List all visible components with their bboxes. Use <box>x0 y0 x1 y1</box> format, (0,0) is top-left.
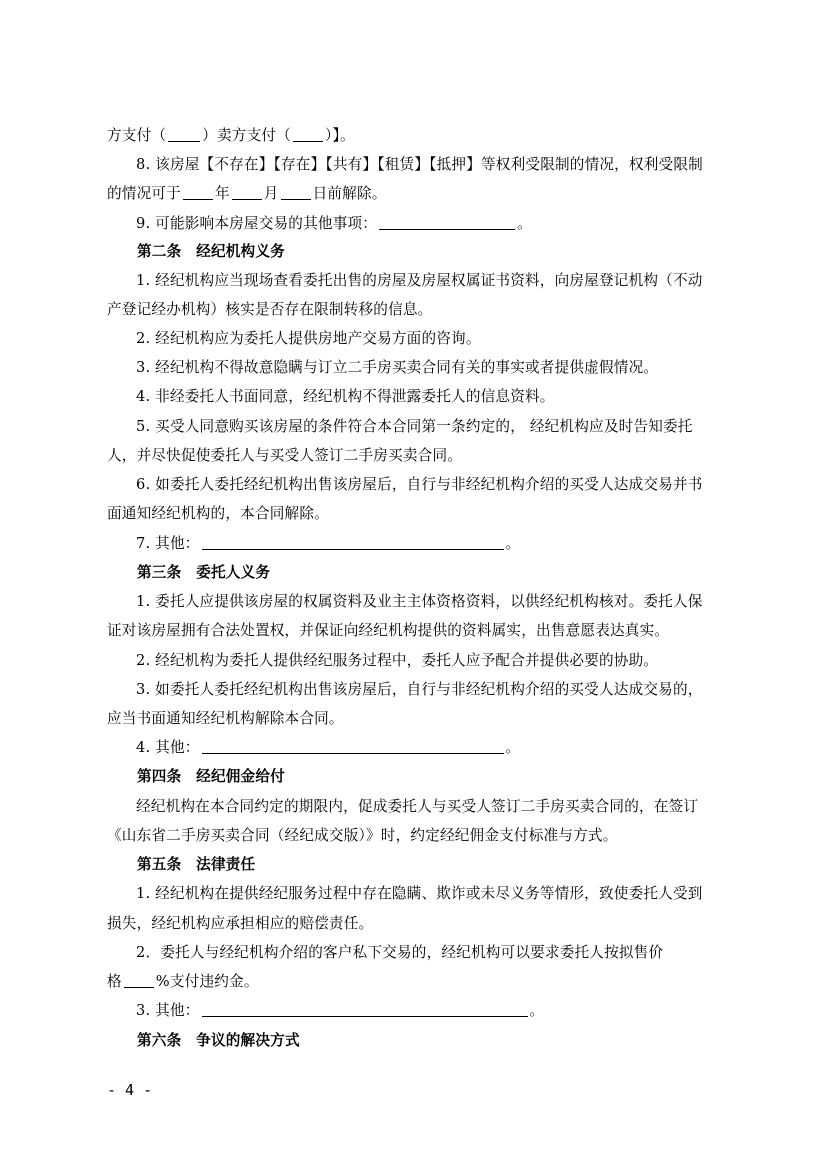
text: 8. 该房屋【不存在】【存在】【共有】【租赁】【抵押】等权利受限制的情况，权利受限制 <box>136 156 703 173</box>
section-3-heading: 第三条 委托人义务 <box>137 564 271 581</box>
paragraph: 2．委托人与经纪机构介绍的客户私下交易的，经纪机构可以要求委托人按拟售价 <box>136 944 664 961</box>
paragraph: 5. 买受人同意购买该房屋的条件符合本合同第一条约定的， 经纪机构应及时告知委托 <box>136 418 693 435</box>
blank-field[interactable] <box>379 213 515 230</box>
item-8 <box>136 151 721 179</box>
paragraph: 2. 经纪机构为委托人提供经纪服务过程中，委托人应予配合并提供必要的协助。 <box>136 652 659 669</box>
paragraph: 《山东省二手房买卖合同（经纪成交版）》时，约定经纪佣金支付标准与方式。 <box>107 827 618 844</box>
text: 的情况可于 <box>107 185 181 202</box>
text: 日前解除。 <box>312 185 387 202</box>
paragraph: 面通知经纪机构的，本合同解除。 <box>107 505 329 522</box>
paragraph: 产登记经办机构）核实是否存在限制转移的信息。 <box>107 301 433 318</box>
section-2-heading: 第二条 经纪机构义务 <box>137 243 285 260</box>
text: 月 <box>263 185 279 202</box>
section-6-heading: 第六条 争议的解决方式 <box>137 1032 300 1049</box>
text: 7. 其他： <box>136 535 200 552</box>
section-4-heading: 第四条 经纪佣金给付 <box>137 768 285 785</box>
percent-blank[interactable] <box>124 971 154 988</box>
text: 4. 其他： <box>136 739 200 756</box>
paragraph: 应当书面通知经纪机构解除本合同。 <box>107 710 344 727</box>
paragraph: 6. 如委托人委托经纪机构出售该房屋后，自行与非经纪机构介绍的买受人达成交易并书 <box>136 476 703 493</box>
paragraph: 损失，经纪机构应承担相应的赔偿责任。 <box>107 915 374 932</box>
section-5-heading: 第五条 法律责任 <box>137 856 256 873</box>
paragraph: 3. 如委托人委托经纪机构出售该房屋后，自行与非经纪机构介绍的买受人达成交易的， <box>136 681 703 698</box>
item-other <box>136 997 721 1025</box>
text: 格 <box>107 973 122 990</box>
paragraph: 4. 非经委托人书面同意，经纪机构不得泄露委托人的信息资料。 <box>136 388 555 405</box>
paragraph: 1. 经纪机构在提供经纪服务过程中存在隐瞒、欺诈或未尽义务等情形，致使委托人受到 <box>136 885 703 902</box>
text: ）卖方支付（ <box>202 127 291 144</box>
year-blank[interactable] <box>183 183 213 200</box>
text: 。 <box>505 739 521 756</box>
text: ）】。 <box>324 127 355 144</box>
blank-field[interactable] <box>202 533 504 550</box>
text: 。 <box>529 1002 545 1019</box>
paragraph: 人，并尽快促使委托人与买受人签订二手房买卖合同。 <box>107 447 463 464</box>
text: %支付违约金。 <box>155 973 259 990</box>
paragraph: 2. 经纪机构应为委托人提供房地产交易方面的咨询。 <box>136 330 481 347</box>
text: 3. 其他： <box>136 1002 200 1019</box>
paragraph: 经纪机构在本合同约定的期限内，促成委托人与买受人签订二手房买卖合同的，在签订 <box>136 798 699 815</box>
text: 。 <box>517 215 532 232</box>
blank-field[interactable] <box>202 737 504 754</box>
blank-field[interactable] <box>293 125 323 142</box>
blank-field[interactable] <box>168 125 200 142</box>
item-9 <box>136 210 721 238</box>
payment-line <box>107 122 721 150</box>
day-blank[interactable] <box>281 183 311 200</box>
paragraph: 证对该房屋拥有合法处置权，并保证向经纪机构提供的资料属实，出售意愿表达真实。 <box>107 622 670 639</box>
text: 年 <box>214 185 230 202</box>
paragraph: 1. 经纪机构应当现场查看委托出售的房屋及房屋权属证书资料，向房屋登记机构（不动 <box>136 272 703 289</box>
text: 9. 可能影响本房屋交易的其他事项： <box>136 215 378 232</box>
paragraph: 3. 经纪机构不得故意隐瞒与订立二手房买卖合同有关的事实或者提供虚假情况。 <box>136 359 659 376</box>
text: 方支付（ <box>107 127 167 144</box>
item-8-cont <box>107 180 721 208</box>
item-other <box>136 734 721 762</box>
blank-field[interactable] <box>202 1000 528 1017</box>
paragraph: 1. 委托人应提供该房屋的权属资料及业主主体资格资料，以供经纪机构核对。委托人保 <box>136 593 703 610</box>
month-blank[interactable] <box>232 183 262 200</box>
penalty-line <box>107 968 721 996</box>
item-other <box>136 530 721 558</box>
page-number: - 4 - <box>107 1081 153 1099</box>
text: 。 <box>505 535 521 552</box>
